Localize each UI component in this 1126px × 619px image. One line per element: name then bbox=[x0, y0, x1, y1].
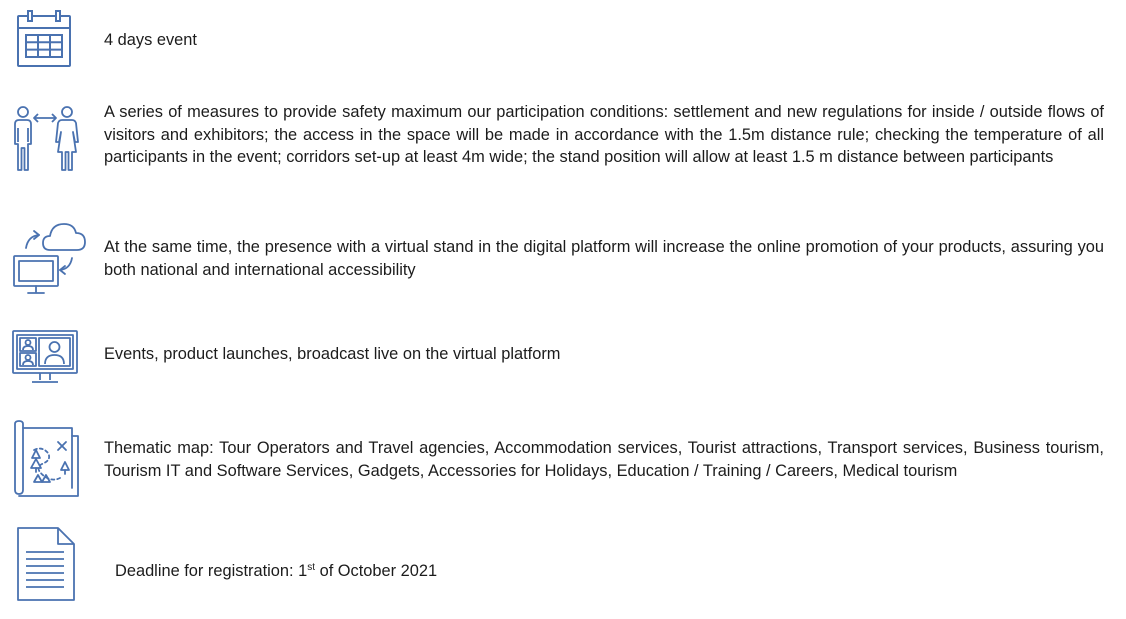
item-text-live-events: Events, product launches, broadcast live on the virtual platform bbox=[104, 345, 561, 363]
treasure-map-icon bbox=[12, 420, 82, 498]
social-distancing-icon bbox=[12, 104, 80, 176]
item-text-virtual-stand: At the same time, the presence with a virtual stand in the digital platform will increase the online promotion of your products, assuring you both national and international accessibility bbox=[104, 238, 1104, 279]
item-text-safety-measures: A series of measures to provide safety maximum our participation conditions: settlement and new regulations for inside / outside flows of visitors and exhibitors; the access in the space will be made in accordance with the 1.5m distance rule; checking the temperature of all participants in the event; corridors set-up at least 4m wide; the stand position will allow at least 1.5 m distance between participants bbox=[104, 103, 1104, 166]
deadline-superscript: st bbox=[307, 562, 316, 573]
deadline-date-text: of October 2021 bbox=[315, 562, 438, 580]
item-text-thematic-map: Thematic map: Tour Operators and Travel agencies, Accommodation services, Tourist attractions, Transport services, Business tourism, Tourism IT and Software Services, Gadgets, Accessories for Holidays, Education / Training / Careers, Medical tourism bbox=[104, 439, 1104, 480]
item-text-registration-deadline bbox=[115, 560, 1115, 583]
deadline-text: Deadline for registration: 1 bbox=[115, 562, 308, 580]
calendar-icon bbox=[16, 10, 74, 68]
video-conference-icon bbox=[12, 330, 80, 388]
cloud-computer-sync-icon bbox=[12, 218, 92, 296]
item-text-event-duration: 4 days event bbox=[104, 31, 197, 49]
document-icon bbox=[16, 526, 78, 604]
